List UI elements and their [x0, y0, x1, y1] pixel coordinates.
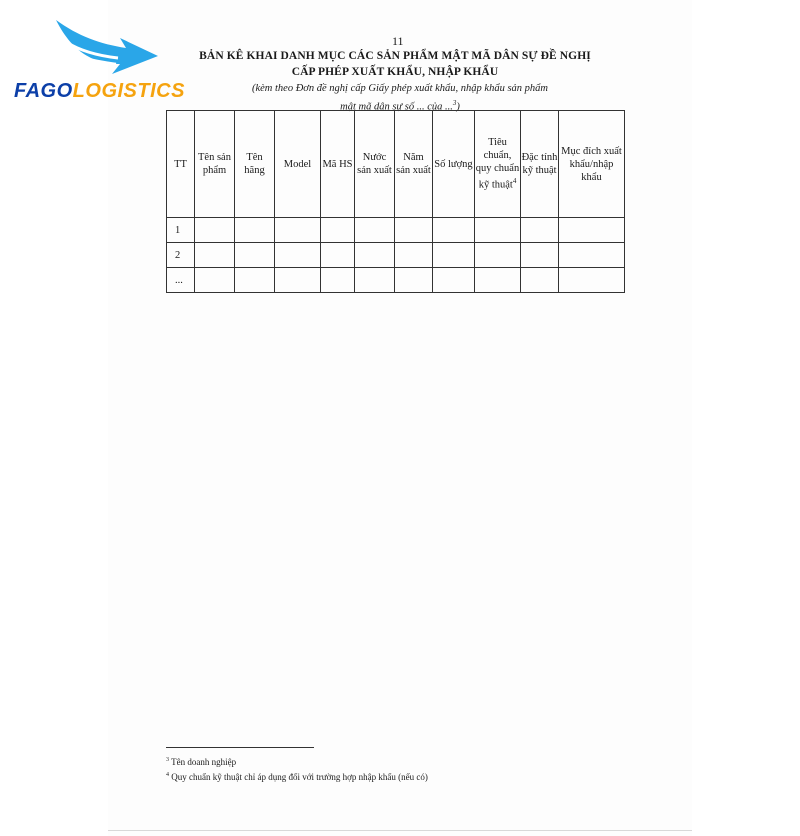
title-line-1: BẢN KÊ KHAI DANH MỤC CÁC SẢN PHẨM MẬT MÃ DÂN SỰ ĐỀ NGHỊ: [199, 50, 591, 62]
footnotes: [166, 754, 428, 784]
header-tt: TT: [167, 111, 195, 218]
header-year-of-manufacture: Năm sản xuất: [395, 111, 433, 218]
table-cell: [475, 243, 521, 268]
table-cell: [195, 218, 235, 243]
table-cell: [355, 218, 395, 243]
table-cell: [235, 268, 275, 293]
table-cell: [395, 268, 433, 293]
table-cell: [275, 243, 321, 268]
table-cell: [521, 268, 559, 293]
row-number: 1: [167, 218, 195, 243]
page-number: 11: [392, 34, 404, 48]
footnote-item: $^4$ Quy chuẩn kỹ thuật chỉ áp dụng đối với trường hợp nhập khẩu (nếu có): [166, 772, 428, 782]
header-brand-name: Tên hãng: [235, 111, 275, 218]
table-cell: [235, 243, 275, 268]
table-cell: [559, 268, 625, 293]
header-country-of-origin: Nước sản xuất: [355, 111, 395, 218]
table-cell: [275, 218, 321, 243]
header-model: Model: [275, 111, 321, 218]
header-purpose: Mục đích xuất khẩu/nhập khẩu: [559, 111, 625, 218]
table-cell: [321, 243, 355, 268]
logo-wordmark: [14, 80, 185, 103]
table-cell: [355, 243, 395, 268]
header-quantity: Số lượng: [433, 111, 475, 218]
logo-text-logistics: LOGISTICS: [72, 80, 185, 102]
table-cell: [321, 268, 355, 293]
table-cell: [559, 218, 625, 243]
footnote-ref: 4: [512, 177, 517, 186]
table-cell: [235, 218, 275, 243]
table-cell: [433, 243, 475, 268]
footnote-item: $^3$ Tên doanh nghiệp: [166, 757, 237, 767]
footnote-ref: 3: [452, 99, 457, 107]
subtitle-line-2: mật mã dân sự số ... của ...$^3$): [340, 99, 460, 113]
table-cell: [321, 218, 355, 243]
table-cell: [475, 218, 521, 243]
header-technical-specs: Đặc tính kỹ thuật: [521, 111, 559, 218]
header-hs-code: Mã HS: [321, 111, 355, 218]
subtitle-line-1: (kèm theo Đơn đề nghị cấp Giấy phép xuất khẩu, nhập khẩu sản phẩm: [251, 83, 549, 94]
header-product-name: Tên sản phẩm: [195, 111, 235, 218]
table-cell: [475, 268, 521, 293]
table-row: [167, 243, 625, 268]
footnote-divider: [166, 747, 314, 748]
page-edge: [108, 830, 692, 831]
row-number: 2: [167, 243, 195, 268]
table-cell: [395, 218, 433, 243]
table-cell: [433, 268, 475, 293]
table-cell: [521, 218, 559, 243]
title-line-2: CẤP PHÉP XUẤT KHẨU, NHẬP KHẨU: [291, 66, 499, 78]
product-declaration-table: [166, 110, 625, 293]
table-cell: [195, 243, 235, 268]
row-number: ...: [167, 268, 195, 293]
table-cell: [559, 243, 625, 268]
logo-text-fago: FAGO: [14, 80, 73, 102]
table-cell: [433, 218, 475, 243]
table-row: [167, 218, 625, 243]
table-cell: [355, 268, 395, 293]
table-cell: [275, 268, 321, 293]
header-technical-standard: Tiêu chuẩn, quy chuẩn kỹ thuật$^4$: [475, 111, 521, 218]
table-cell: [195, 268, 235, 293]
table-header-row: [167, 111, 625, 218]
table-cell: [521, 243, 559, 268]
table-row: [167, 268, 625, 293]
table-cell: [395, 243, 433, 268]
document-title: [160, 48, 630, 80]
